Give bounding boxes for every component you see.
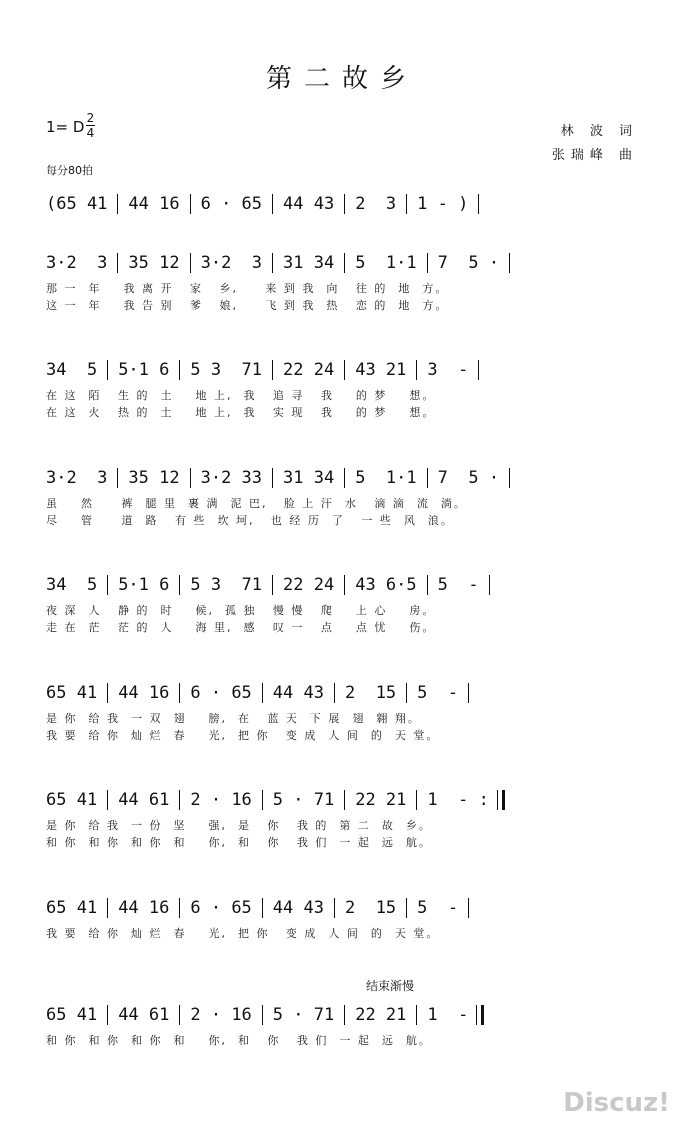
lyric-verse-1: 是 你 给 我 一 份 坚 强, 是 你 我 的 第 二 故 乡。 xyxy=(46,819,432,832)
barline xyxy=(179,360,180,380)
barline xyxy=(489,575,490,595)
measure: 43 21 xyxy=(355,360,407,380)
ending-marking: 结束渐慢 xyxy=(366,979,415,993)
barline xyxy=(509,468,510,488)
time-numerator: 2 xyxy=(86,111,95,125)
tempo-marking: 每分80拍 xyxy=(46,164,93,177)
barline xyxy=(262,898,263,918)
measure: 5 - xyxy=(417,683,459,703)
barline xyxy=(427,253,428,273)
lyric-verse-2: 和 你 和 你 和 你 和 你, 和 你 我 们 一 起 远 航。 xyxy=(46,836,432,849)
measure: 3 - xyxy=(427,360,469,380)
barline xyxy=(272,468,273,488)
measure: 7 5 · xyxy=(437,253,500,273)
barline xyxy=(344,194,345,214)
measure: 44 16 xyxy=(128,194,180,214)
notes-line xyxy=(46,253,646,281)
barline xyxy=(344,575,345,595)
barline xyxy=(509,253,510,273)
measure: (65 41 xyxy=(46,194,108,214)
measure: 44 16 xyxy=(118,683,170,703)
measure: 2 15 xyxy=(344,683,397,703)
lyricist: 林 波 词 xyxy=(560,124,638,139)
measure: 22 24 xyxy=(283,360,335,380)
measure: 44 43 xyxy=(272,683,324,703)
barline xyxy=(344,468,345,488)
measure: 1 - : xyxy=(427,790,489,810)
notes-line xyxy=(46,360,646,388)
barline xyxy=(468,683,469,703)
measure: 5 · 71 xyxy=(272,1005,335,1025)
lyric-verse-1: 和 你 和 你 和 你 和 你, 和 你 我 们 一 起 远 航。 xyxy=(46,1034,432,1047)
time-denominator: 4 xyxy=(86,126,95,140)
lyric-verse-1: 夜 深 人 静 的 时 候, 孤 独 慢 慢 爬 上 心 房。 xyxy=(46,604,436,617)
notes-line xyxy=(46,790,646,818)
notes-line xyxy=(46,683,646,711)
lyric-verse-1: 是 你 给 我 一 双 翅 膀, 在 蓝 天 下 展 翅 翱 翔。 xyxy=(46,712,421,725)
time-signature xyxy=(86,112,95,139)
page-title: 第二故乡 xyxy=(265,64,418,94)
barline xyxy=(262,683,263,703)
measure: 65 41 xyxy=(46,1005,98,1025)
barline xyxy=(406,194,407,214)
barline xyxy=(478,360,479,380)
final-barline xyxy=(476,1005,484,1025)
barline xyxy=(427,575,428,595)
barline xyxy=(107,898,108,918)
notes-line xyxy=(46,194,646,222)
measure: 2 3 xyxy=(355,194,397,214)
measure: 44 61 xyxy=(118,790,170,810)
measure: 44 16 xyxy=(118,898,170,918)
notes-line xyxy=(46,898,646,926)
barline xyxy=(179,1005,180,1025)
barline xyxy=(344,253,345,273)
barline xyxy=(107,575,108,595)
lyric-verse-1: 在 这 陌 生 的 土 地 上, 我 追 寻 我 的 梦 想。 xyxy=(46,389,436,402)
measure: 6 · 65 xyxy=(190,898,252,918)
barline xyxy=(272,253,273,273)
barline xyxy=(416,1005,417,1025)
key-signature: 1= D xyxy=(46,118,85,136)
barline xyxy=(344,790,345,810)
barline xyxy=(272,575,273,595)
measure: 65 41 xyxy=(46,683,98,703)
measure: 31 34 xyxy=(283,468,335,488)
measure: 7 5 · xyxy=(437,468,500,488)
measure: 35 12 xyxy=(128,468,180,488)
lyric-verse-2: 这 一 年 我 告 别 爹 娘, 飞 到 我 热 恋 的 地 方。 xyxy=(46,299,449,312)
measure: 22 24 xyxy=(283,575,335,595)
barline xyxy=(179,898,180,918)
measure: 35 12 xyxy=(128,253,180,273)
measure: 5·1 6 xyxy=(118,360,170,380)
measure: 44 43 xyxy=(272,898,324,918)
measure: 34 5 xyxy=(46,575,98,595)
barline xyxy=(107,790,108,810)
barline xyxy=(272,194,273,214)
measure: 5 - xyxy=(437,575,479,595)
barline xyxy=(468,898,469,918)
notes-line xyxy=(46,1005,646,1033)
composer: 张瑞峰 曲 xyxy=(551,148,638,163)
barline xyxy=(344,360,345,380)
measure: 6 · 65 xyxy=(190,683,252,703)
barline xyxy=(179,790,180,810)
barline xyxy=(406,898,407,918)
barline xyxy=(262,1005,263,1025)
barline xyxy=(190,194,191,214)
measure: 2 15 xyxy=(344,898,397,918)
measure: 43 6·5 xyxy=(355,575,417,595)
measure: 31 34 xyxy=(283,253,335,273)
measure: 3·2 3 xyxy=(46,253,108,273)
barline xyxy=(179,575,180,595)
barline xyxy=(334,898,335,918)
barline xyxy=(190,253,191,273)
watermark: Discuz! xyxy=(563,1088,670,1118)
measure: 5 · 71 xyxy=(272,790,335,810)
measure: 5·1 6 xyxy=(118,575,170,595)
barline xyxy=(427,468,428,488)
measure: 5 3 71 xyxy=(190,360,263,380)
barline xyxy=(406,683,407,703)
barline xyxy=(107,360,108,380)
barline xyxy=(117,468,118,488)
measure: 44 43 xyxy=(283,194,335,214)
barline xyxy=(478,194,479,214)
lyric-verse-2: 在 这 火 热 的 土 地 上, 我 实 现 我 的 梦 想。 xyxy=(46,406,436,419)
barline xyxy=(334,683,335,703)
barline xyxy=(344,1005,345,1025)
barline xyxy=(416,360,417,380)
lyric-verse-1: 那 一 年 我 离 开 家 乡, 来 到 我 向 往 的 地 方。 xyxy=(46,282,449,295)
measure: 3·2 3 xyxy=(46,468,108,488)
measure: 65 41 xyxy=(46,898,98,918)
barline xyxy=(117,194,118,214)
lyric-verse-2: 尽 管 道 路 有 些 坎 坷, 也 经 历 了 一 些 风 浪。 xyxy=(46,514,454,527)
barline xyxy=(416,790,417,810)
measure: 3·2 33 xyxy=(200,468,263,488)
measure: 2 · 16 xyxy=(190,790,252,810)
measure: 22 21 xyxy=(355,790,407,810)
measure: 2 · 16 xyxy=(190,1005,252,1025)
lyric-verse-2: 我 要 给 你 灿 烂 春 光, 把 你 变 成 人 间 的 天 堂。 xyxy=(46,729,440,742)
barline xyxy=(262,790,263,810)
notes-line xyxy=(46,575,646,603)
lyric-verse-2: 走 在 茫 茫 的 人 海 里, 感 叹 一 点 点 忧 伤。 xyxy=(46,621,436,634)
measure: 5 1·1 xyxy=(355,468,417,488)
measure: 3·2 3 xyxy=(200,253,263,273)
measure: 6 · 65 xyxy=(200,194,263,214)
measure: 22 21 xyxy=(355,1005,407,1025)
notes-line xyxy=(46,468,646,496)
barline xyxy=(190,468,191,488)
measure: 5 3 71 xyxy=(190,575,263,595)
measure: 5 1·1 xyxy=(355,253,417,273)
measure: 34 5 xyxy=(46,360,98,380)
barline xyxy=(272,360,273,380)
measure: 44 61 xyxy=(118,1005,170,1025)
lyric-verse-1: 虽 然 裤 腿 里 裹 满 泥 巴, 脸 上 汗 水 滴 滴 流 淌。 xyxy=(46,497,467,510)
barline xyxy=(107,683,108,703)
lyric-verse-1: 我 要 给 你 灿 烂 春 光, 把 你 变 成 人 间 的 天 堂。 xyxy=(46,927,440,940)
barline xyxy=(107,1005,108,1025)
measure: 65 41 xyxy=(46,790,98,810)
barline xyxy=(117,253,118,273)
final-barline xyxy=(497,790,505,810)
measure: 1 - xyxy=(427,1005,469,1025)
barline xyxy=(179,683,180,703)
measure: 5 - xyxy=(417,898,459,918)
measure: 1 - ) xyxy=(417,194,469,214)
